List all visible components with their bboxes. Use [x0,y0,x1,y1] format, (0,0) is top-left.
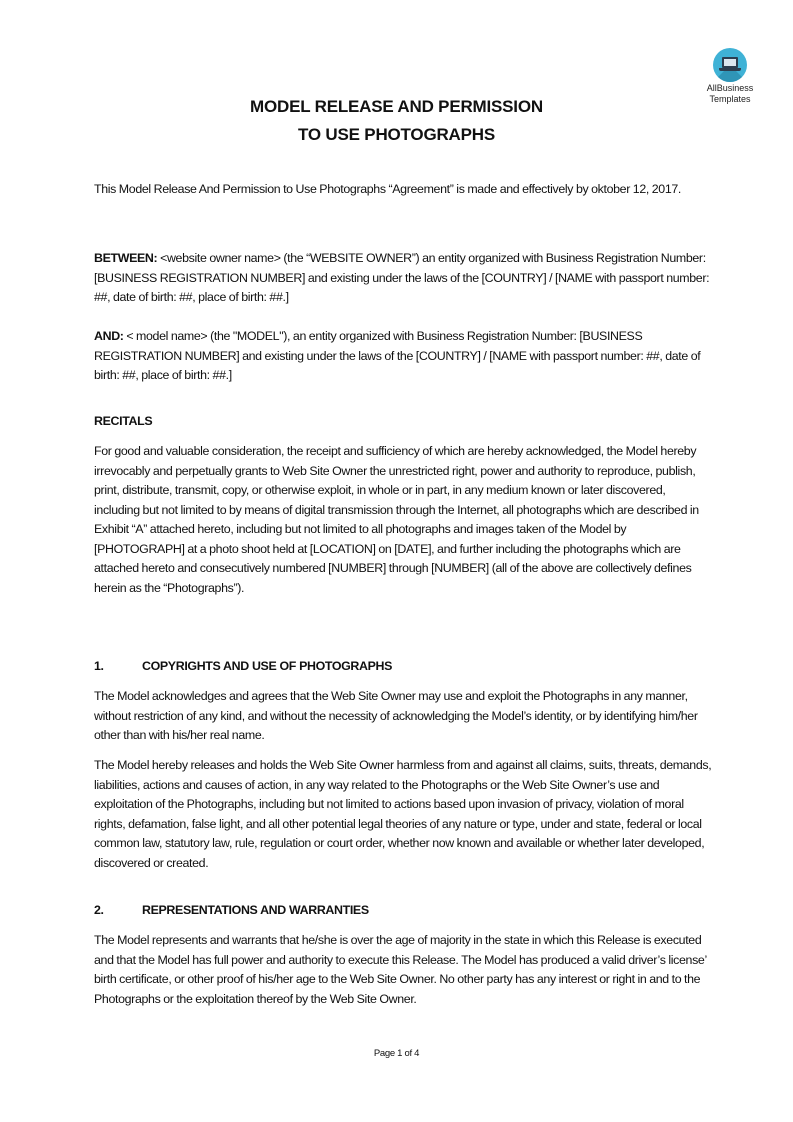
section-1-paragraph-2: The Model hereby releases and holds the Web Site Owner harmless from and against all claims, suits, threats, demands, liabilities, actions and causes of action, in any way related to the Photographs or the Web Site Owner’s use and exploitation of the Photographs, including but not limited to actions based upon invasion of privacy, violation of moral rights, defamation, false light, and all other potential legal theories of any nature or type, under and state, federal or local common law, statutory law, rule, regulation or court order, whether now known and available or whether later developed, discovered or created. [94,758,712,870]
document-title-line1: MODEL RELEASE AND PERMISSION [250,97,543,116]
document-title-line2: TO USE PHOTOGRAPHS [298,125,495,144]
allbusiness-templates-logo [700,48,760,104]
section-number: 1. [94,659,104,673]
and-text: < model name> (the "MODEL"), an entity organized with Business Registration Number: [BUSINESS REGISTRATION NUMBER] and existing under the laws of the [COUNTRY] / [NAME with passport number: ##, date of birth: ##, place of birth: ##.] [94,329,701,382]
laptop-icon [713,48,747,82]
section-number: 2. [94,903,104,917]
recitals-paragraph: For good and valuable consideration, the receipt and sufficiency of which are hereby acknowledged, the Model hereby irrevocably and perpetually grants to Web Site Owner the unrestricted right, power and authority to reproduce, publish, print, distribute, transmit, copy, or otherwise exploit, in whole or in part, in any medium known or later discovered, including but not limited to by means of digital transmission through the Internet, all photographs which are described in Exhibit “A” attached hereto, including but not limited to all photographs and images taken of the Model by [PHOTOGRAPH] at a photo shoot held at [LOCATION] on [DATE], and further including the photographs which are attached hereto and consecutively numbered [NUMBER] through [NUMBER] (all of the above are collectively defines herein as the “Photographs”). [94,444,699,595]
logo-text-line2: Templates [709,94,751,104]
between-paragraph [94,249,714,308]
section-title: REPRESENTATIONS AND WARRANTIES [142,903,369,917]
between-text: <website owner name> (the “WEBSITE OWNER”) an entity organized with Business Registration Number: [BUSINESS REGISTRATION NUMBER] and existing under the laws of the [COUNTRY] / [NAME with passport number: ##, date of birth: ##, place of birth: ##.] [94,251,710,304]
section-1-heading [94,659,392,673]
section-1-paragraph-1: The Model acknowledges and agrees that the Web Site Owner may use and exploit the Photographs in any manner, without restriction of any kind, and without the necessity of acknowledging the Model’s identity, or by identifying him/her other than with his/her real name. [94,689,698,742]
and-label: AND: [94,329,124,343]
and-paragraph [94,327,714,386]
between-label: BETWEEN: [94,251,158,265]
section-2-heading [94,903,369,917]
section-title: COPYRIGHTS AND USE OF PHOTOGRAPHS [142,659,393,673]
logo-text-line1: AllBusiness [706,83,754,93]
page-number-footer: Page 1 of 4 [373,1048,420,1059]
intro-paragraph: This Model Release And Permission to Use Photographs “Agreement” is made and effectively by oktober 12, 2017. [94,182,682,196]
section-2-paragraph-1: The Model represents and warrants that he/she is over the age of majority in the state in which this Release is executed and that the Model has full power and authority to execute this Release. The Model has produced a valid driver’s license’ birth certificate, or other proof of his/her age to the Web Site Owner. No other party has any interest or right in and to the Photographs or the exploitation thereof by the Web Site Owner. [94,933,707,1006]
recitals-heading: RECITALS [94,414,153,428]
